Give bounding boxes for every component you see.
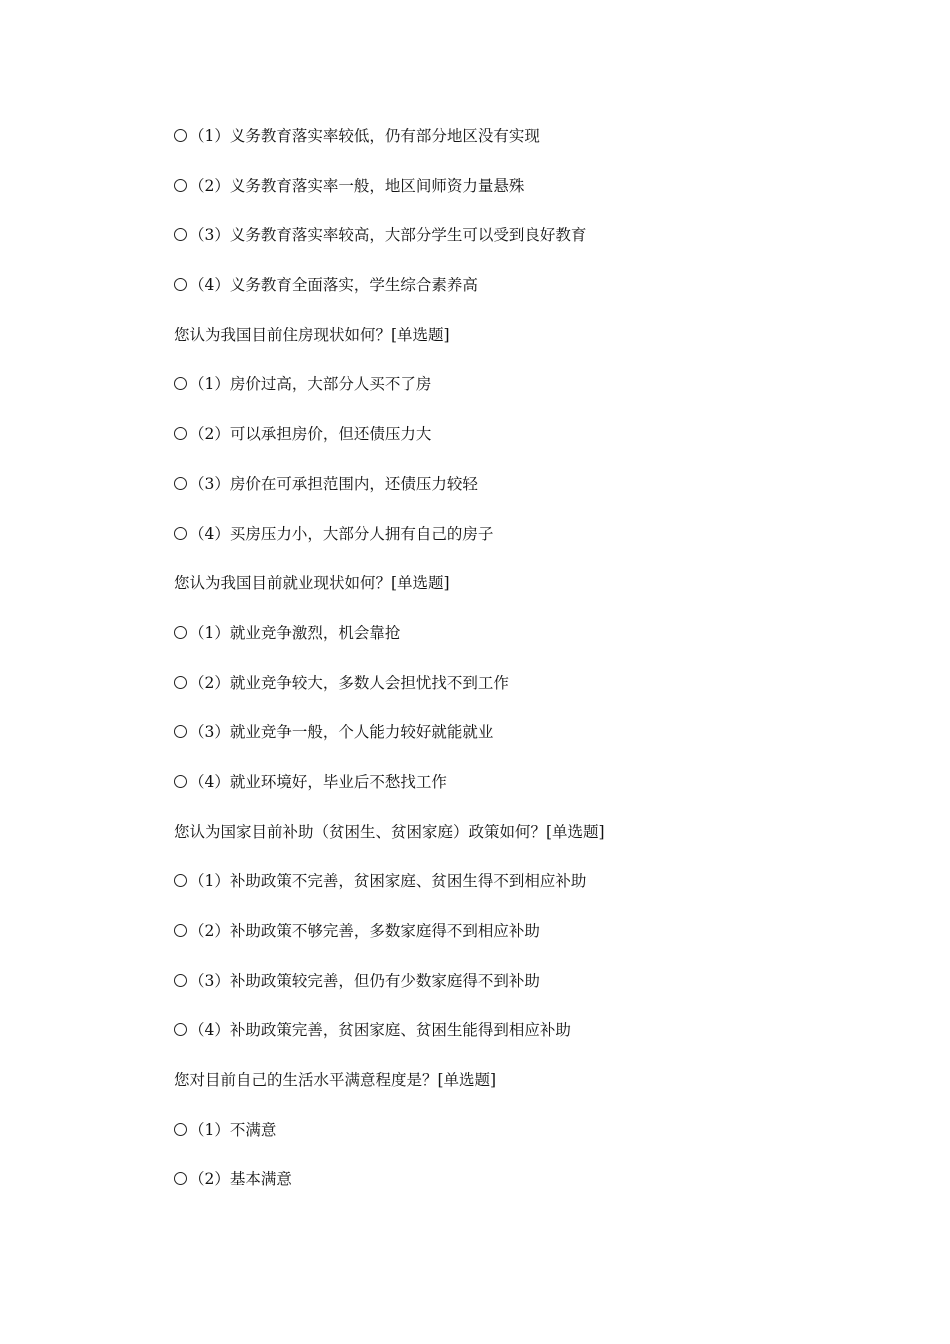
option-label: （4）补助政策完善，贫困家庭、贫困生能得到相应补助 [189,1021,571,1040]
option-row[interactable] [174,770,874,820]
option-row[interactable] [174,372,874,422]
option-label: （3）房价在可承担范围内，还债压力较轻 [189,474,478,493]
radio-circle-icon[interactable] [174,725,187,738]
option-label: （2）义务教育落实率一般，地区间师资力量悬殊 [189,176,525,195]
option-row[interactable] [174,720,874,770]
radio-circle-icon[interactable] [174,1172,187,1185]
question-housing [174,323,874,373]
radio-circle-icon[interactable] [174,129,187,142]
option-label: （3）就业竞争一般，个人能力较好就能就业 [189,723,494,742]
radio-circle-icon[interactable] [174,626,187,639]
question-employment [174,571,874,621]
option-label: （2）补助政策不够完善，多数家庭得不到相应补助 [189,922,540,940]
option-row[interactable] [174,174,874,224]
option-label: （3）补助政策较完善，但仍有少数家庭得不到补助 [189,971,540,990]
option-label: （2）就业竞争较大，多数人会担忧找不到工作 [189,673,509,692]
option-row[interactable] [174,124,874,174]
option-label: （1）不满意 [189,1120,277,1139]
question-text: 您认为我国目前就业现状如何？[单选题] [174,574,450,593]
radio-circle-icon[interactable] [174,1023,187,1036]
radio-circle-icon[interactable] [174,278,187,291]
option-row[interactable] [174,1167,874,1217]
radio-circle-icon[interactable] [174,527,187,540]
option-row[interactable] [174,621,874,671]
radio-circle-icon[interactable] [174,924,187,937]
question-satisfaction [174,1068,874,1118]
option-label: （3）义务教育落实率较高，大部分学生可以受到良好教育 [189,226,587,245]
option-label: （4）就业环境好，毕业后不愁找工作 [189,772,447,791]
option-label: （1）房价过高，大部分人买不了房 [189,375,432,394]
radio-circle-icon[interactable] [174,179,187,192]
question-subsidy [174,820,874,870]
option-row[interactable] [174,522,874,572]
option-label: （2）可以承担房价，但还债压力大 [189,425,432,444]
radio-circle-icon[interactable] [174,377,187,390]
option-row[interactable] [174,1018,874,1068]
radio-circle-icon[interactable] [174,775,187,788]
option-label: （1）补助政策不完善，贫困家庭、贫困生得不到相应补助 [189,872,587,891]
option-row[interactable] [174,969,874,1019]
option-label: （4）义务教育全面落实，学生综合素养高 [189,276,478,295]
option-label: （2）基本满意 [189,1170,292,1189]
option-label: （1）义务教育落实率较低，仍有部分地区没有实现 [189,127,540,145]
radio-circle-icon[interactable] [174,874,187,887]
radio-circle-icon[interactable] [174,427,187,440]
question-text: 您认为我国目前住房现状如何？[单选题] [174,325,450,344]
option-row[interactable] [174,1118,874,1168]
question-text: 您对目前自己的生活水平满意程度是？[单选题] [174,1071,497,1090]
option-row[interactable] [174,919,874,969]
option-row[interactable] [174,422,874,472]
radio-circle-icon[interactable] [174,1123,187,1136]
radio-circle-icon[interactable] [174,477,187,490]
option-label: （4）买房压力小，大部分人拥有自己的房子 [189,524,494,543]
radio-circle-icon[interactable] [174,228,187,241]
option-label: （1）就业竞争激烈，机会靠抢 [189,623,401,642]
option-row[interactable] [174,671,874,721]
option-row[interactable] [174,869,874,919]
option-row[interactable] [174,472,874,522]
survey-body [174,124,874,1217]
option-row[interactable] [174,273,874,323]
radio-circle-icon[interactable] [174,676,187,689]
radio-circle-icon[interactable] [174,974,187,987]
option-row[interactable] [174,223,874,273]
question-text: 您认为国家目前补助（贫困生、贫困家庭）政策如何？[单选题] [174,822,605,841]
